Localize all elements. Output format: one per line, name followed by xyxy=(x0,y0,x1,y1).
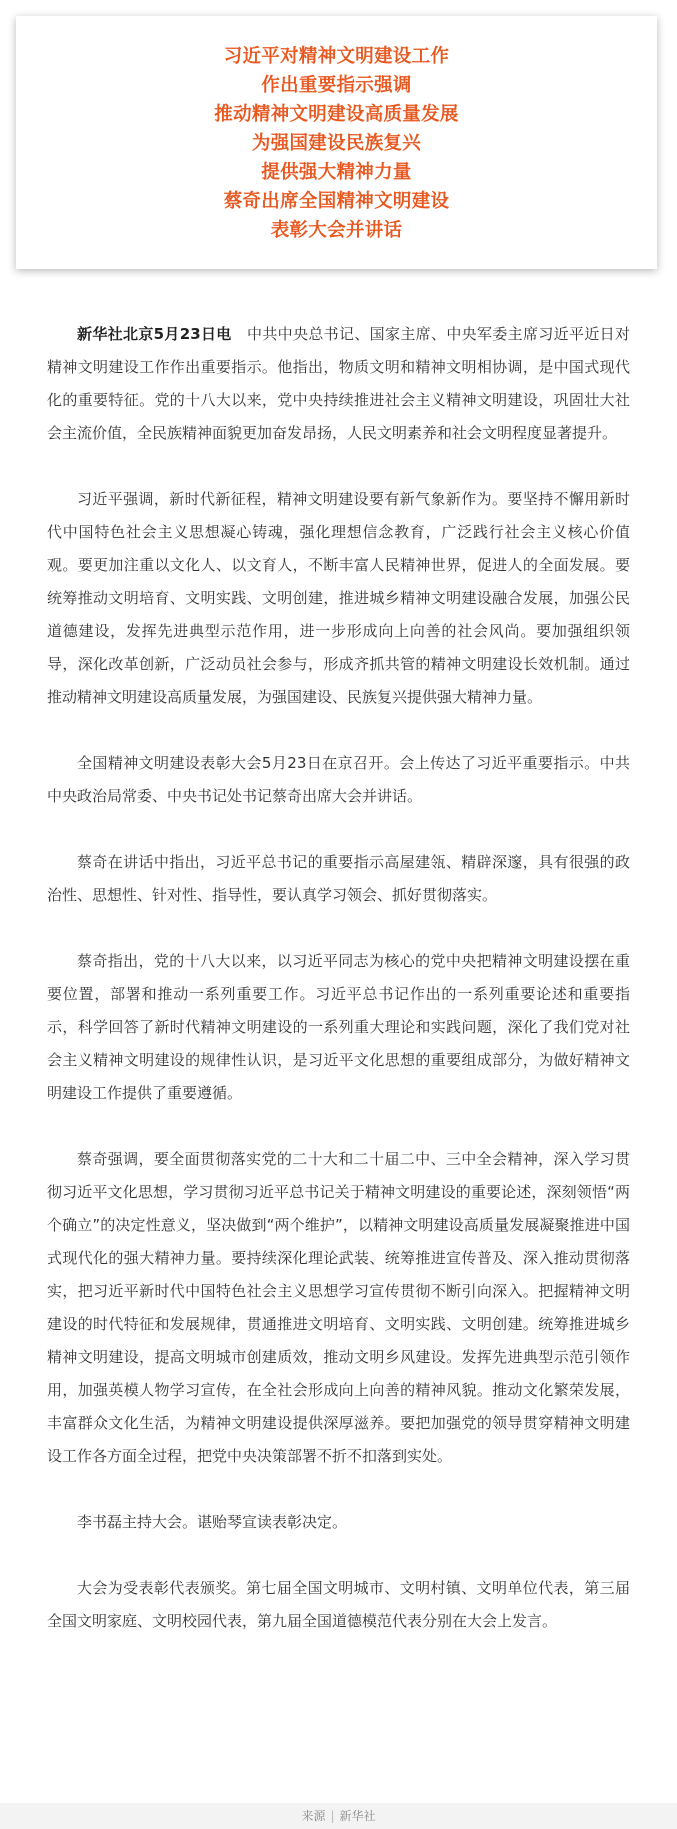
dateline: 新华社北京5月23日电 xyxy=(77,325,232,343)
headline-line: 蔡奇出席全国精神文明建设 xyxy=(223,191,450,212)
headline-line: 推动精神文明建设高质量发展 xyxy=(214,104,459,125)
article-paragraph: 蔡奇在讲话中指出，习近平总书记的重要指示高屋建瓴、精辟深邃，具有很强的政治性、思想性、针对性、指导性，要认真学习领会、抓好贯彻落实。 xyxy=(47,853,630,904)
headline-line: 作出重要指示强调 xyxy=(261,75,412,96)
headline-line: 表彰大会并讲话 xyxy=(270,220,403,241)
source-footer xyxy=(0,1803,677,1829)
article-paragraph xyxy=(47,318,630,450)
source-separator: | xyxy=(330,1809,335,1823)
article-paragraph: 全国精神文明建设表彰大会5月23日在京召开。会上传达了习近平重要指示。中共中央政治局常委、中央书记处书记蔡奇出席大会并讲话。 xyxy=(47,754,630,805)
headline-line: 提供强大精神力量 xyxy=(261,162,412,183)
headline-line: 习近平对精神文明建设工作 xyxy=(223,46,450,67)
article-paragraph: 习近平强调，新时代新征程，精神文明建设要有新气象新作为。要坚持不懈用新时代中国特色社会主义思想凝心铸魂，强化理想信念教育，广泛践行社会主义核心价值观。要更加注重以文化人、以文育人，不断丰富人民精神世界，促进人的全面发展。要统筹推动文明培育、文明实践、文明创建，推进城乡精神文明建设融合发展，加强公民道德建设，发挥先进典型示范作用，进一步形成向上向善的社会风尚。要加强组织领导，深化改革创新，广泛动员社会参与，形成齐抓共管的精神文明建设长效机制。通过推动精神文明建设高质量发展，为强国建设、民族复兴提供强大精神力量。 xyxy=(47,490,630,706)
article-paragraph: 大会为受表彰代表颁奖。第七届全国文明城市、文明村镇、文明单位代表，第三届全国文明家庭、文明校园代表，第九届全国道德模范代表分别在大会上发言。 xyxy=(47,1579,630,1630)
article-paragraph: 蔡奇强调，要全面贯彻落实党的二十大和二十届二中、三中全会精神，深入学习贯彻习近平文化思想，学习贯彻习近平总书记关于精神文明建设的重要论述，深刻领悟“两个确立”的决定性意义，坚决做到“两个维护”，以精神文明建设高质量发展凝聚推进中国式现代化的强大精神力量。要持续深化理论武装、统筹推进宣传普及、深入推动贯彻落实，把习近平新时代中国特色社会主义思想学习宣传贯彻不断引向深入。把握精神文明建设的时代特征和发展规律，贯通推进文明培育、文明实践、文明创建。统筹推进城乡精神文明建设，提高文明城市创建质效，推动文明乡风建设。发挥先进典型示范引领作用，加强英模人物学习宣传，在全社会形成向上向善的精神风貌。推动文化繁荣发展，丰富群众文化生活，为精神文明建设提供深厚滋养。要把加强党的领导贯穿精神文明建设工作各方面全过程，把党中央决策部署不折不扣落到实处。 xyxy=(47,1150,630,1465)
source-label: 来源 xyxy=(301,1809,326,1823)
source-name[interactable]: 新华社 xyxy=(339,1809,376,1823)
paragraph-text: 中共中央总书记、国家主席、中央军委主席习近平近日对精神文明建设工作作出重要指示。他指出，物质文明和精神文明相协调，是中国式现代化的重要特征。党的十八大以来，党中央持续推进社会主义精神文明建设，巩固壮大社会主流价值，全民族精神面貌更加奋发昂扬，人民文明素养和社会文明程度显著提升。 xyxy=(47,325,630,442)
article-paragraph: 蔡奇指出，党的十八大以来，以习近平同志为核心的党中央把精神文明建设摆在重要位置，部署和推动一系列重要工作。习近平总书记作出的一系列重要论述和重要指示，科学回答了新时代精神文明建设的一系列重大理论和实践问题，深化了我们党对社会主义精神文明建设的规律性认识，是习近平文化思想的重要组成部分，为做好精神文明建设工作提供了重要遵循。 xyxy=(47,952,630,1102)
headline-card xyxy=(16,16,657,269)
headline-line: 为强国建设民族复兴 xyxy=(251,133,422,154)
article-body xyxy=(47,318,630,1638)
article-paragraph: 李书磊主持大会。谌贻琴宣读表彰决定。 xyxy=(77,1513,348,1531)
